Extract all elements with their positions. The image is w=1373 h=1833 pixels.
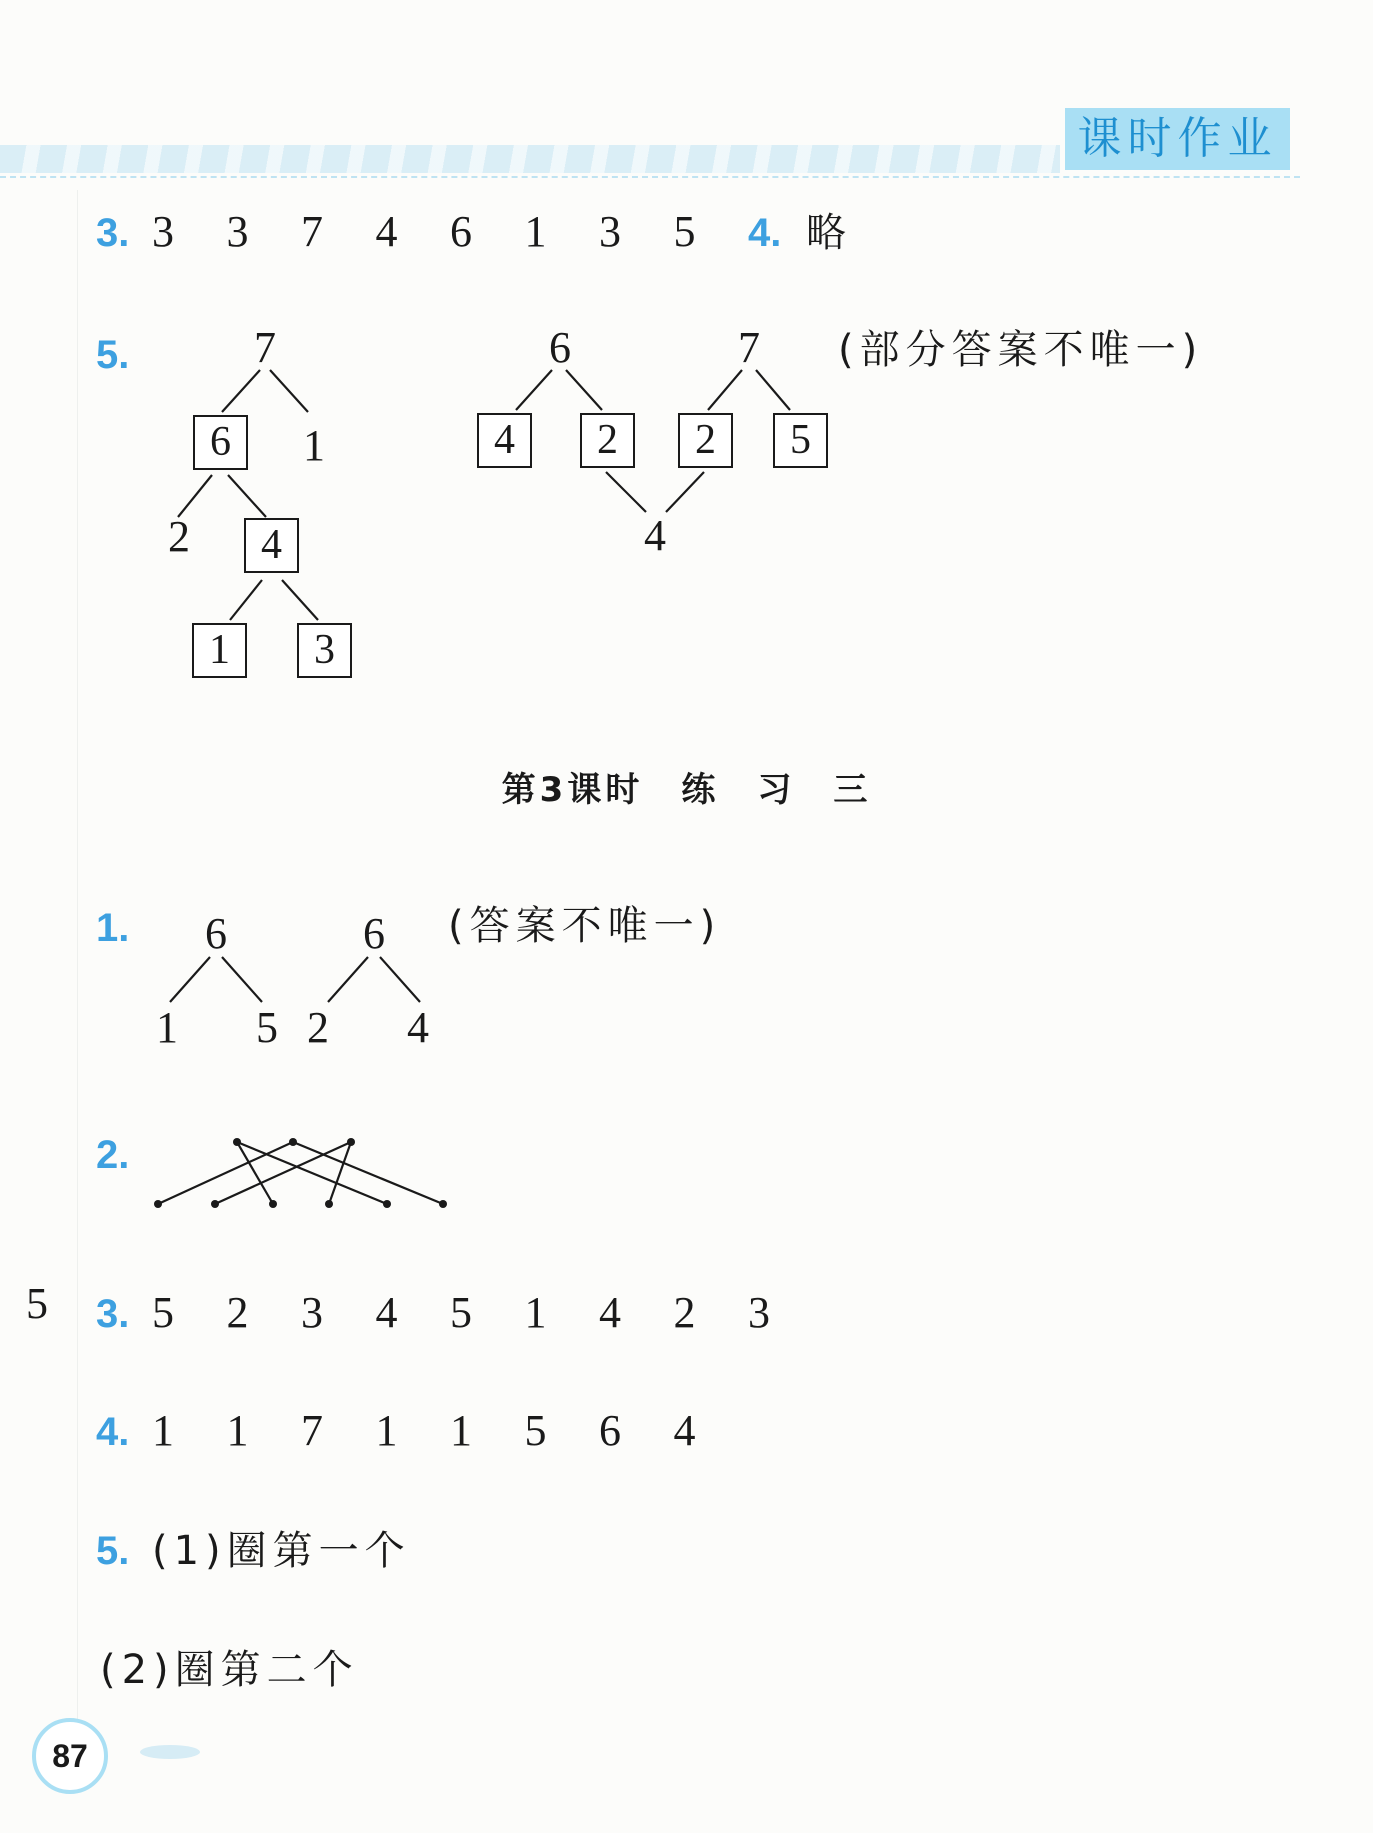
p2-q3-value: 5: [152, 1288, 174, 1337]
p2-q5-answer-2: (2)圈第二个: [100, 1647, 359, 1693]
tree-a-left: 2: [168, 512, 190, 561]
q3-value: 4: [375, 207, 398, 256]
p2-tree2-left: 2: [307, 1003, 329, 1052]
q3-value: 1: [524, 207, 547, 256]
header-title: 课时作业: [1065, 108, 1290, 170]
tree-b-bottom: 4: [644, 511, 666, 560]
tree-a-box: 6: [193, 415, 248, 470]
q3-value: 3: [599, 207, 621, 256]
p2-q5-line1: [96, 1522, 411, 1579]
q3-value: 3: [226, 207, 249, 256]
p2-q3-answers: [96, 1285, 823, 1342]
q4-answer: 略: [806, 210, 852, 256]
q3-value: 6: [450, 207, 472, 256]
p2-q3-value: 4: [599, 1288, 621, 1337]
section-title: 第3课时 练 习 三: [501, 770, 872, 810]
tree-a-box: 3: [297, 623, 352, 678]
page-decor: [140, 1745, 200, 1759]
side-margin-mark: 5: [26, 1279, 48, 1328]
p2-tree2-right: 4: [407, 1003, 429, 1052]
q3-number: 3.: [96, 211, 130, 255]
p2-q4-value: 1: [226, 1406, 249, 1455]
p2-q4-value: 7: [301, 1406, 323, 1455]
tree-b-box: 5: [773, 413, 828, 468]
p2-q4-value: 1: [375, 1406, 398, 1455]
p2-q4-number: 4.: [96, 1410, 130, 1454]
p2-q4-value: 4: [673, 1406, 696, 1455]
p2-q5-answer-1: (1)圈第一个: [152, 1528, 411, 1574]
tree-b-root: 6: [549, 323, 571, 372]
p2-q3-value: 2: [673, 1288, 696, 1337]
p2-q4-value: 1: [450, 1406, 472, 1455]
q5-number: 5.: [96, 333, 130, 377]
tree-b-root: 7: [738, 323, 760, 372]
q3-answers: [96, 204, 852, 261]
q3-value: 7: [301, 207, 323, 256]
tree-a-right: 1: [303, 421, 325, 470]
p2-q4-value: 6: [599, 1406, 621, 1455]
q3-value: 3: [152, 207, 174, 256]
p2-q3-value: 4: [375, 1288, 398, 1337]
q5-note: (部分答案不唯一): [838, 327, 1204, 373]
p2-q4-answers: [96, 1403, 748, 1460]
p2-q3-number: 3.: [96, 1292, 130, 1336]
q3-value: 5: [673, 207, 696, 256]
p2-q1-note: (答案不唯一): [448, 903, 722, 949]
p2-q2-number: 2.: [96, 1133, 130, 1177]
p2-q4-value: 5: [524, 1406, 547, 1455]
p2-tree1-root: 6: [205, 909, 227, 958]
p2-q3-value: 3: [748, 1288, 770, 1337]
p2-q5-number: 5.: [96, 1529, 130, 1573]
tree-b-box: 4: [477, 413, 532, 468]
q4-number: 4.: [748, 211, 782, 255]
p2-tree1-right: 5: [256, 1003, 278, 1052]
tree-b-box: 2: [580, 413, 635, 468]
p2-q3-value: 3: [301, 1288, 323, 1337]
tree-b-box: 2: [678, 413, 733, 468]
p2-q1-number: 1.: [96, 906, 130, 950]
tree-a-box: 4: [244, 518, 299, 573]
p2-tree2-root: 6: [363, 909, 385, 958]
tree-a-box: 1: [192, 623, 247, 678]
p2-q3-value: 5: [450, 1288, 472, 1337]
p2-q3-value: 1: [524, 1288, 547, 1337]
p2-q4-value: 1: [152, 1406, 174, 1455]
tree-a-root: 7: [254, 323, 276, 372]
p2-tree1-left: 1: [156, 1003, 178, 1052]
page-number: 87: [32, 1718, 108, 1794]
p2-q3-value: 2: [226, 1288, 249, 1337]
